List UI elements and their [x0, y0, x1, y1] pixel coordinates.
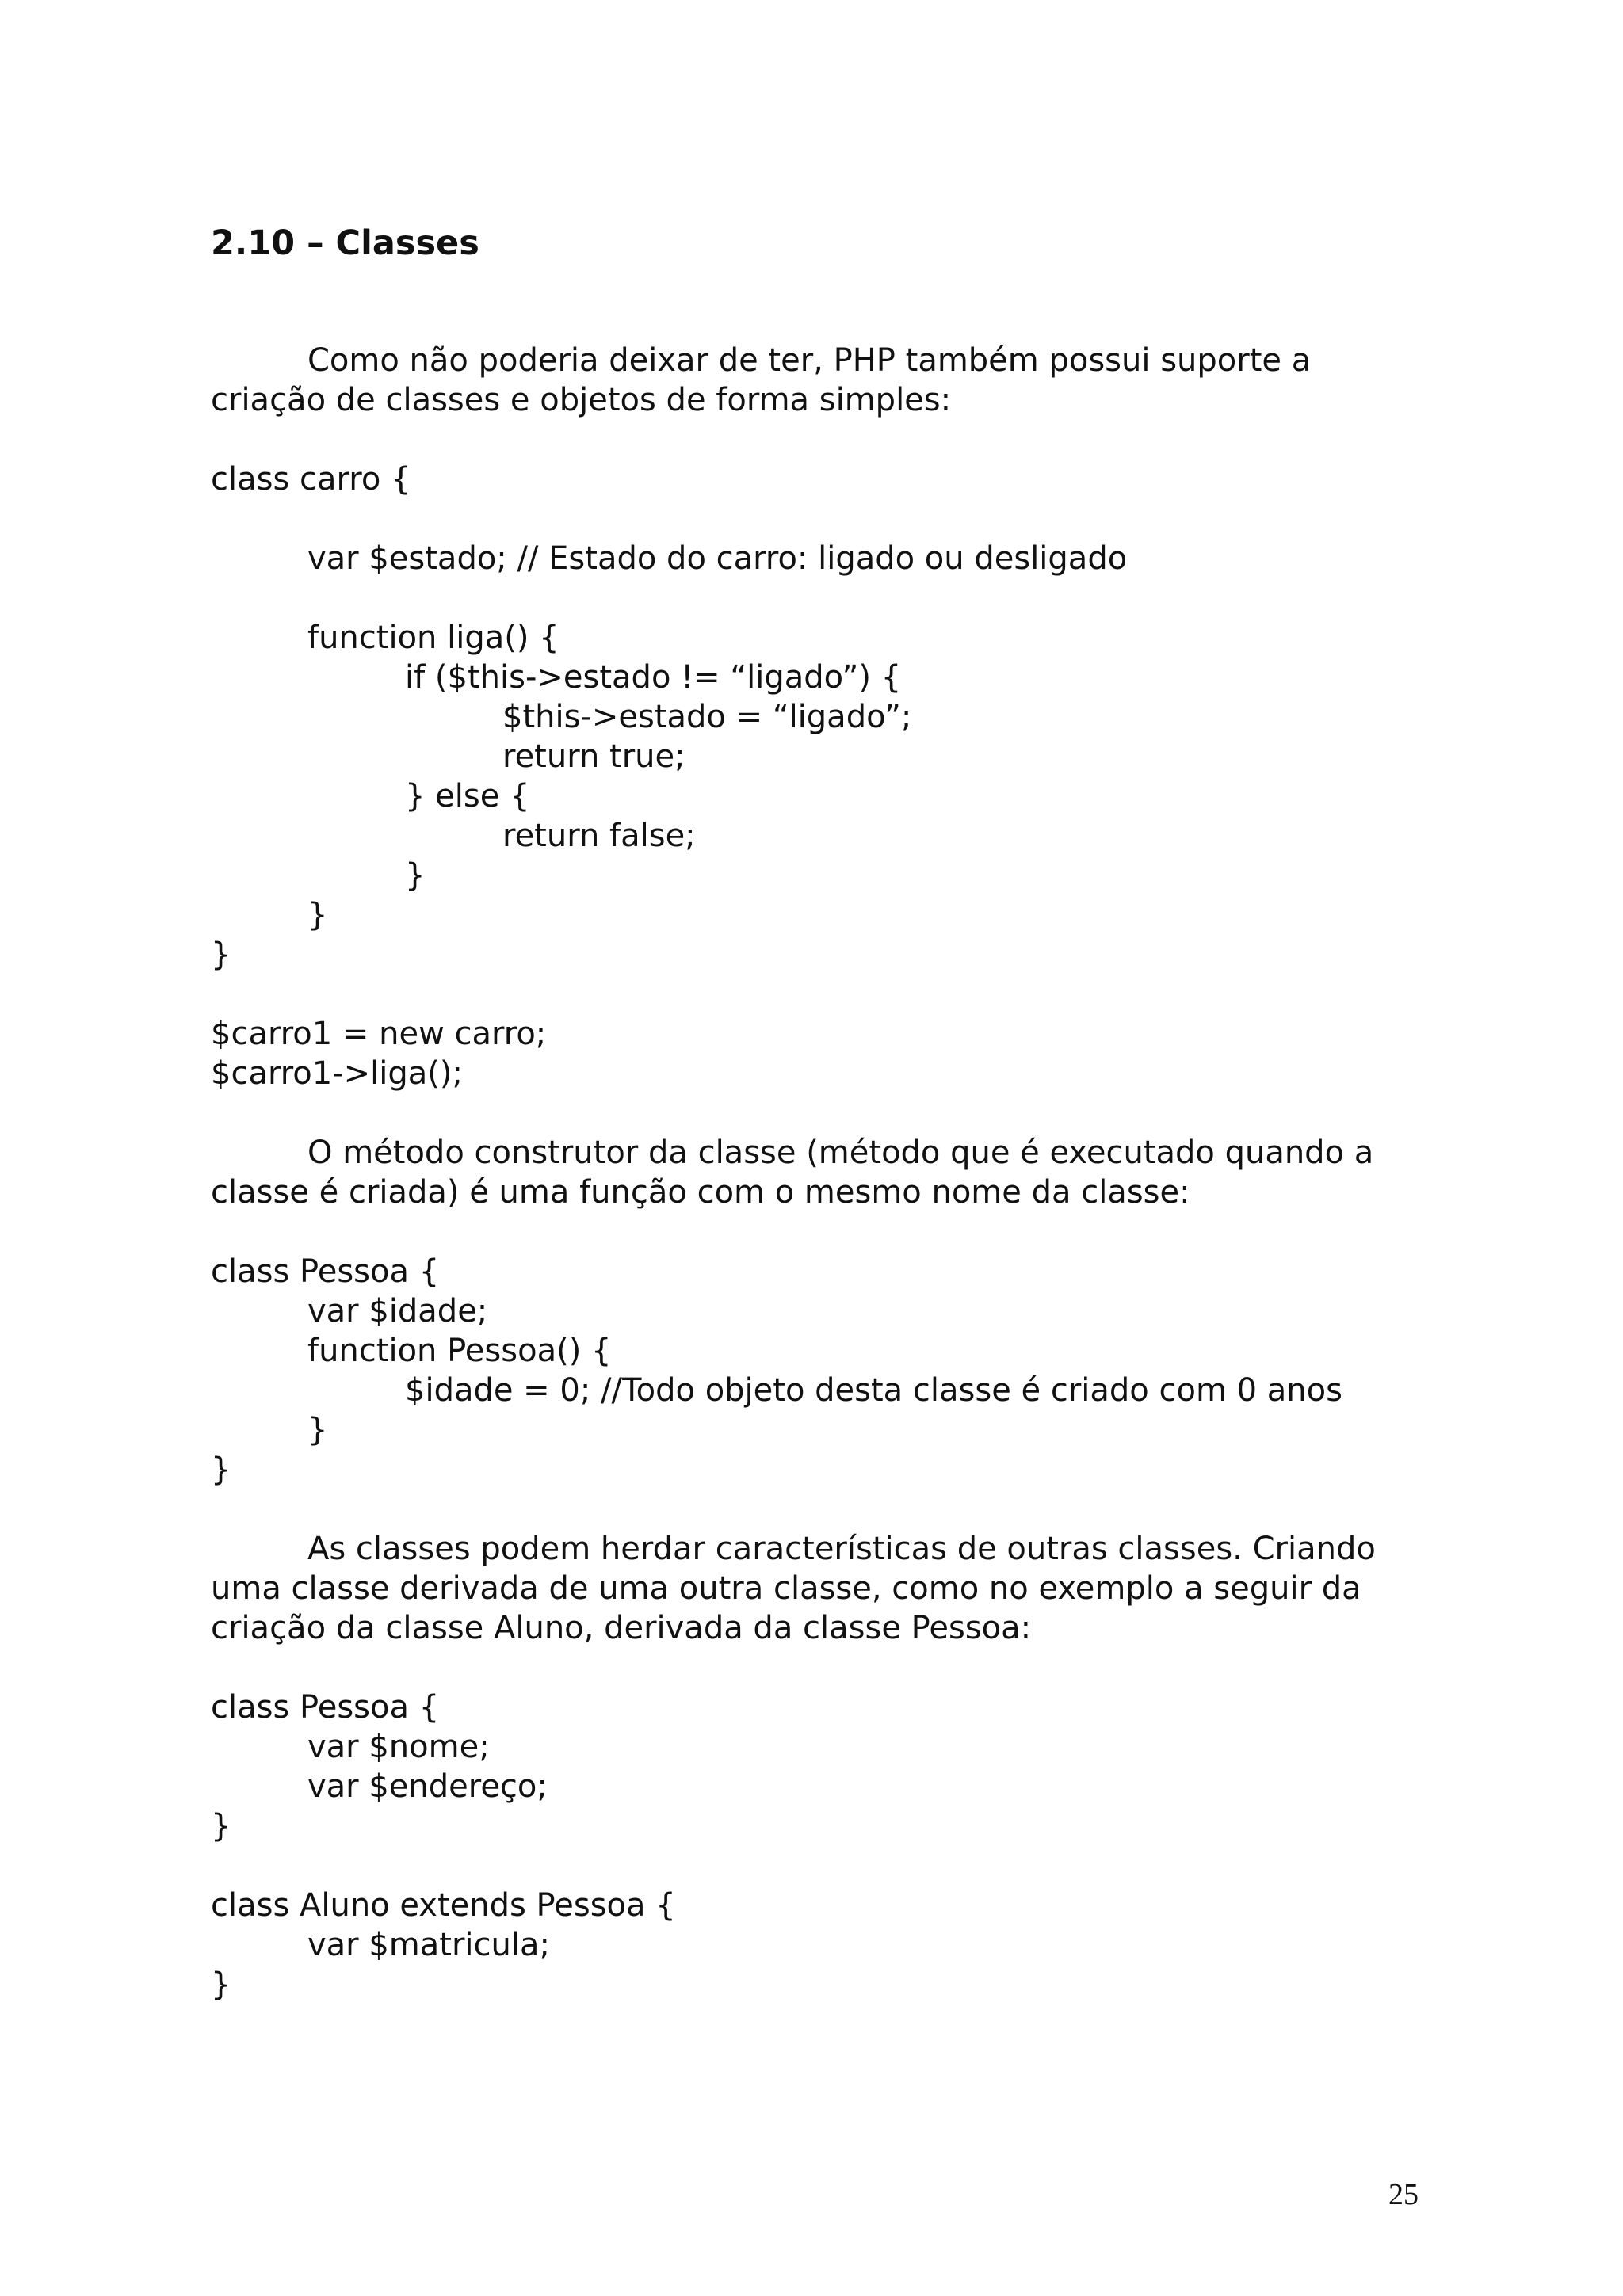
blank-line — [211, 578, 1127, 618]
code-line: class Pessoa { — [211, 1253, 440, 1290]
code-line: $carro1 = new carro; — [211, 1016, 547, 1052]
code-line: var $idade; — [307, 1293, 488, 1329]
constructor-line-2: classe é criada) é uma função com o mesmo nome da classe: — [211, 1174, 1190, 1211]
code-line: function liga() { — [307, 620, 559, 656]
constructor-line-1: O método construtor da classe (método que é executado quando a — [307, 1135, 1374, 1171]
code-line: class Pessoa { — [211, 1689, 440, 1726]
code-line: } else { — [405, 778, 530, 814]
code-line: return false; — [502, 818, 696, 854]
blank-line — [211, 499, 1127, 539]
code-block-inheritance — [211, 1688, 676, 2004]
intro-line-1: Como não poderia deixar de ter, PHP também possui suporte a — [307, 342, 1312, 379]
code-line: } — [211, 936, 231, 973]
intro-line-2: criação de classes e objetos de forma simples: — [211, 382, 952, 418]
code-block-pessoa-constructor — [211, 1252, 1342, 1489]
code-line: if ($this->estado != “ligado”) { — [405, 659, 902, 696]
code-line: function Pessoa() { — [307, 1333, 612, 1369]
inheritance-line-2: uma classe derivada de uma outra classe, como no exemplo a seguir da — [211, 1570, 1361, 1607]
code-line: var $nome; — [307, 1729, 490, 1765]
code-line: } — [307, 1412, 328, 1448]
code-line: $carro1->liga(); — [211, 1055, 463, 1092]
page-number: 25 — [1388, 2178, 1419, 2211]
code-line: var $matricula; — [307, 1927, 550, 1963]
blank-line — [211, 974, 1127, 1014]
inheritance-line-1: As classes podem herdar características de outras classes. Criando — [307, 1531, 1376, 1567]
code-line: } — [307, 897, 328, 933]
inheritance-paragraph — [211, 1529, 1423, 1648]
code-line: class carro { — [211, 461, 411, 498]
blank-line — [211, 1846, 676, 1886]
code-line: $idade = 0; //Todo objeto desta classe é criado com 0 anos — [405, 1372, 1342, 1409]
code-line: } — [405, 857, 426, 894]
code-line: $this->estado = “ligado”; — [502, 699, 912, 735]
code-line: var $endereço; — [307, 1768, 548, 1805]
inheritance-line-3: criação da classe Aluno, derivada da classe Pessoa: — [211, 1610, 1032, 1646]
code-line: } — [211, 1808, 231, 1844]
code-line: return true; — [502, 738, 685, 775]
code-line: } — [211, 1451, 231, 1488]
code-block-carro — [211, 460, 1127, 1093]
code-line: class Aluno extends Pessoa { — [211, 1887, 676, 1924]
intro-paragraph — [211, 341, 1423, 420]
code-line: var $estado; // Estado do carro: ligado ou desligado — [307, 540, 1128, 577]
code-line: } — [211, 1966, 231, 2003]
constructor-paragraph — [211, 1133, 1423, 1212]
section-heading: 2.10 – Classes — [211, 223, 479, 263]
